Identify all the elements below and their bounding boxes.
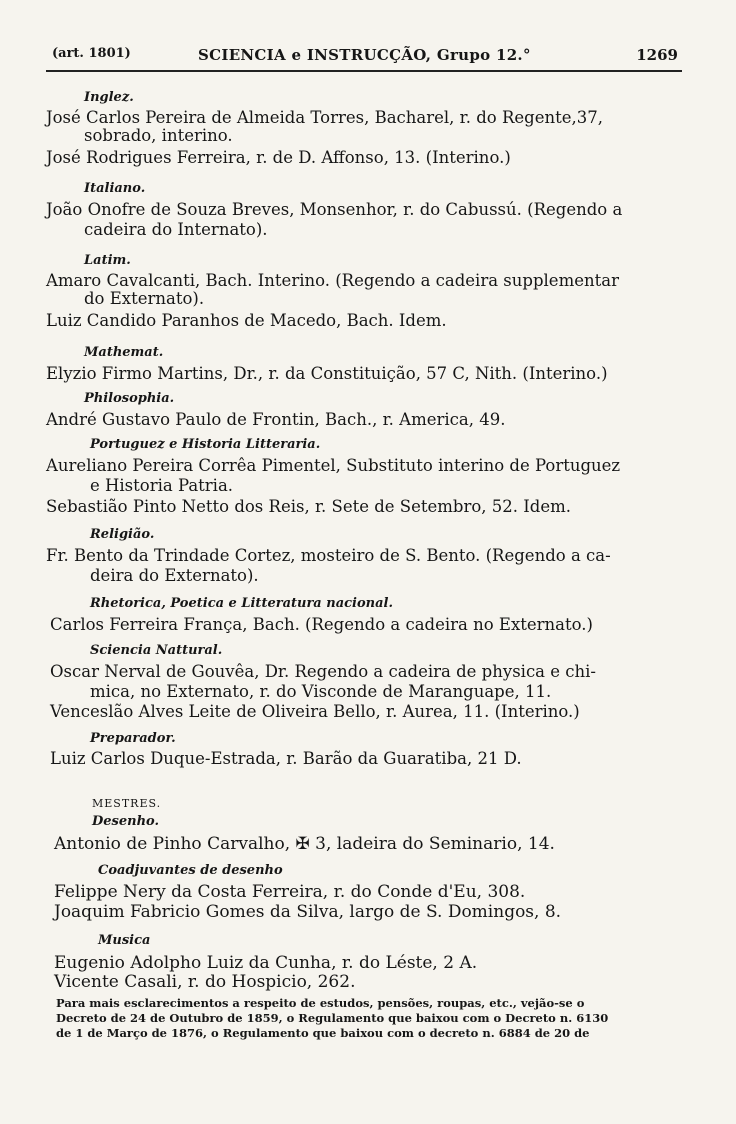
entry-line: Fr. Bento da Trindade Cortez, mosteiro de S. Bento. (Regendo a ca- — [46, 546, 611, 565]
article-range: (art. 1801) — [52, 46, 131, 61]
entry-line: Luiz Candido Paranhos de Macedo, Bach. Idem. — [46, 311, 447, 330]
entry-line: Sebastião Pinto Netto dos Reis, r. Sete de Setembro, 52. Idem. — [46, 497, 571, 516]
section-heading-philosophia: Philosophia. — [84, 391, 175, 406]
entry-line: Antonio de Pinho Carvalho, ✠ 3, ladeira do Seminario, 14. — [54, 834, 555, 854]
entry-line: Aureliano Pereira Corrêa Pimentel, Substituto interino de Portuguez — [46, 456, 621, 475]
page-number: 1269 — [636, 46, 678, 64]
section-heading-inglez: Inglez. — [84, 90, 134, 105]
footnote-line: de 1 de Março de 1876, o Regulamento que baixou com o decreto n. 6884 de 20 de — [56, 1026, 590, 1040]
section-heading-preparador: Preparador. — [90, 731, 176, 746]
entry-line: Vicente Casali, r. do Hospicio, 262. — [54, 972, 356, 992]
section-heading-sciencia-nattural: Sciencia Nattural. — [90, 643, 223, 658]
section-heading-musica: Musica — [98, 933, 151, 948]
section-heading-coadjuvantes: Coadjuvantes de desenho — [98, 863, 283, 878]
entry-line: cadeira do Internato). — [84, 220, 268, 239]
entry-line: mica, no Externato, r. do Visconde de Maranguape, 11. — [90, 682, 552, 701]
entry-line: Elyzio Firmo Martins, Dr., r. da Constituição, 57 C, Nith. (Interino.) — [46, 364, 608, 383]
entry-line: sobrado, interino. — [84, 126, 233, 145]
entry-line: André Gustavo Paulo de Frontin, Bach., r. America, 49. — [46, 410, 506, 429]
section-heading-rhetorica: Rhetorica, Poetica e Litteratura nacional. — [90, 596, 393, 611]
entry-line: Eugenio Adolpho Luiz da Cunha, r. do Léste, 2 A. — [54, 953, 478, 973]
entry-line: do Externato). — [84, 289, 205, 308]
section-heading-mathematica: Mathemat. — [84, 345, 164, 360]
mestres-label: MESTRES. — [92, 797, 162, 810]
section-heading-desenho: Desenho. — [92, 814, 160, 829]
entry-line: José Carlos Pereira de Almeida Torres, Bacharel, r. do Regente,37, — [46, 108, 603, 127]
entry-line: Felippe Nery da Costa Ferreira, r. do Conde d'Eu, 308. — [54, 882, 526, 902]
entry-line: Venceslão Alves Leite de Oliveira Bello, r. Aurea, 11. (Interino.) — [50, 702, 580, 721]
entry-line: Amaro Cavalcanti, Bach. Interino. (Regendo a cadeira supplementar — [46, 271, 619, 290]
footnote-line: Decreto de 24 de Outubro de 1859, o Regulamento que baixou com o Decreto n. 6130 — [56, 1011, 609, 1025]
entry-line: deira do Externato). — [90, 566, 259, 585]
entry-line: João Onofre de Souza Breves, Monsenhor, r. do Cabussú. (Regendo a — [46, 200, 623, 219]
section-heading-religiao: Religião. — [90, 527, 155, 542]
entry-line: Joaquim Fabricio Gomes da Silva, largo de S. Domingos, 8. — [54, 902, 562, 922]
section-heading-italiano: Italiano. — [84, 181, 146, 196]
section-heading-latim: Latim. — [84, 253, 131, 268]
entry-line: Oscar Nerval de Gouvêa, Dr. Regendo a cadeira de physica e chi- — [50, 662, 596, 681]
section-title: SCIENCIA e INSTRUCÇÃO, Grupo 12.° — [198, 46, 531, 64]
section-heading-portuguez: Portuguez e Historia Litteraria. — [90, 437, 321, 452]
entry-line: José Rodrigues Ferreira, r. de D. Affonso, 13. (Interino.) — [46, 148, 511, 167]
footnote-line: Para mais esclarecimentos a respeito de estudos, pensões, roupas, etc., vejão-se o — [56, 996, 585, 1010]
entry-line: Carlos Ferreira França, Bach. (Regendo a cadeira no Externato.) — [50, 615, 593, 634]
entry-line: e Historia Patria. — [90, 476, 234, 495]
running-header — [46, 40, 682, 72]
entry-line: Luiz Carlos Duque-Estrada, r. Barão da Guaratiba, 21 D. — [50, 749, 522, 768]
